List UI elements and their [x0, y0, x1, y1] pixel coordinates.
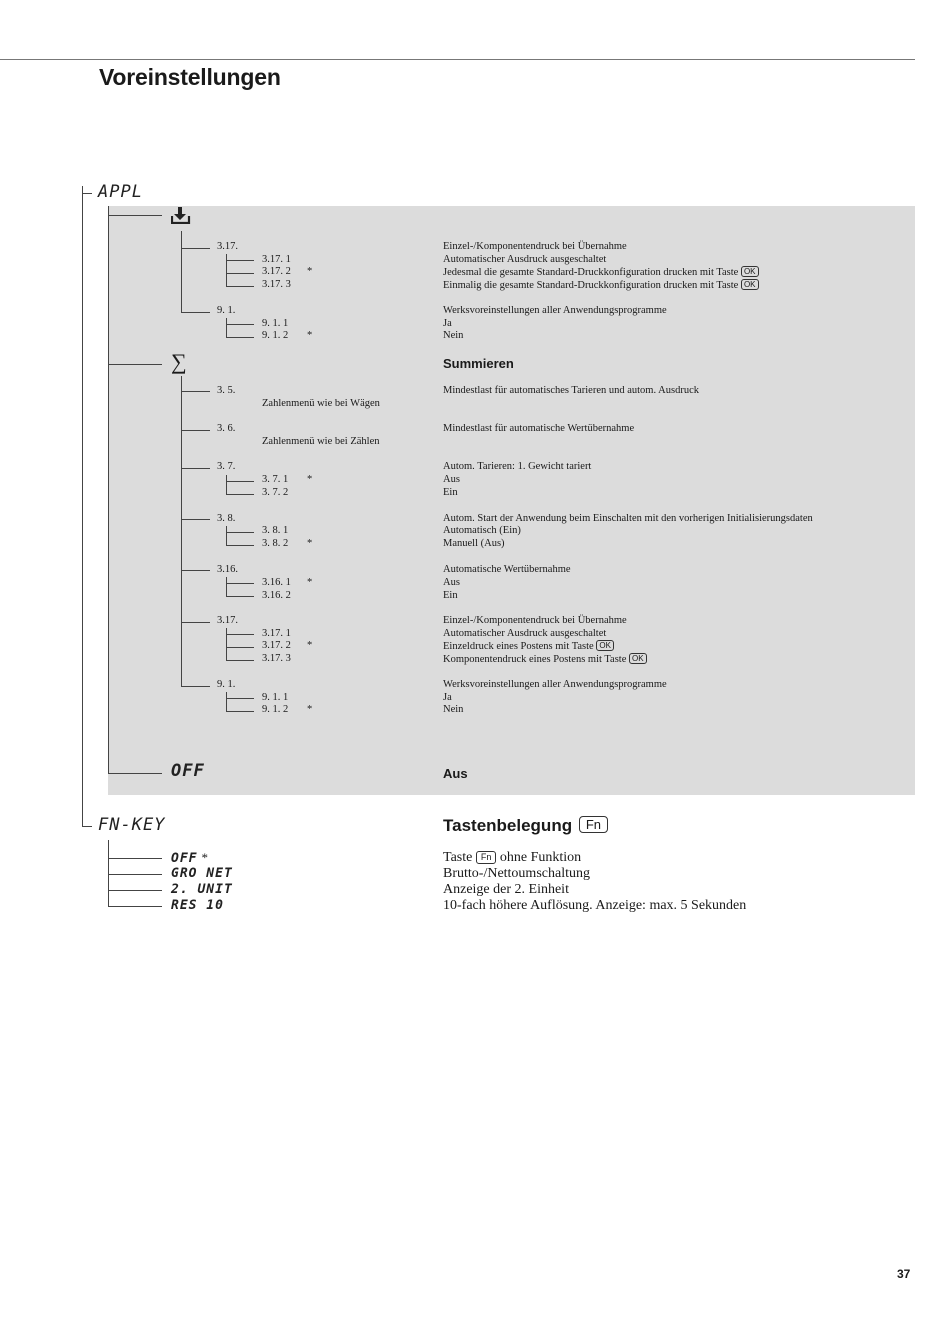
menu-code: 3. 6.	[217, 423, 236, 434]
menu-desc: Automatisch (Ein)	[443, 525, 521, 536]
default-marker: *	[307, 577, 313, 588]
menu-desc: Nein	[443, 704, 464, 715]
default-marker: *	[307, 330, 313, 341]
menu-code: 9. 1. 1	[262, 692, 289, 703]
menu-desc: Manuell (Aus)	[443, 538, 505, 549]
menu-desc: Jedesmal die gesamte Standard-Druckkonfiguration drucken mit Taste OK	[443, 266, 759, 278]
menu-code: Zahlenmenü wie bei Wägen	[262, 398, 380, 409]
fn-option-desc: Taste Fn ohne Funktion	[443, 850, 582, 865]
root-tree-line	[82, 186, 83, 826]
menu-desc: Mindestlast für automatische Wertübernahme	[443, 423, 635, 434]
menu-desc: Mindestlast für automatisches Tarieren und autom. Ausdruck	[443, 385, 699, 396]
fn-option-label: RES 10	[171, 898, 224, 913]
menu-desc: Komponentendruck eines Postens mit Taste OK	[443, 653, 647, 665]
default-marker: *	[307, 704, 313, 715]
default-marker: *	[307, 474, 313, 485]
menu-code: 3.16. 2	[262, 590, 291, 601]
menu-desc: Autom. Start der Anwendung beim Einschalten mit den vorherigen Initialisierungsdaten	[443, 513, 813, 524]
menu-code: 9. 1. 2	[262, 704, 289, 715]
menu-code: 3. 8. 1	[262, 525, 289, 536]
off-menu-label: OFF	[171, 761, 205, 781]
menu-code: 3. 8. 2	[262, 538, 289, 549]
fn-option-desc: Brutto-/Nettoumschaltung	[443, 866, 590, 881]
ok-key-icon: OK	[741, 266, 759, 277]
menu-desc: Ja	[443, 692, 452, 703]
menu-code: 3.17. 3	[262, 279, 291, 290]
menu-code: 9. 1.	[217, 679, 236, 690]
menu-code: 3. 8.	[217, 513, 236, 524]
menu-code: 3.17.	[217, 241, 238, 252]
off-desc: Aus	[443, 766, 468, 781]
page-title: Voreinstellungen	[99, 64, 281, 90]
menu-desc: Automatischer Ausdruck ausgeschaltet	[443, 628, 607, 639]
tastenbelegung-heading: Tastenbelegung Fn	[443, 816, 608, 836]
default-marker: *	[307, 538, 313, 549]
fn-option-desc: Anzeige der 2. Einheit	[443, 882, 569, 897]
menu-desc: Automatische Wertübernahme	[443, 564, 571, 575]
fn-option-label: OFF *	[171, 850, 209, 866]
menu-code: 3. 7. 2	[262, 487, 289, 498]
menu-desc: Einzel-/Komponentendruck bei Übernahme	[443, 615, 627, 626]
menu-desc: Ein	[443, 487, 458, 498]
fn-option-label: 2. UNIT	[171, 882, 233, 897]
download-arrow-icon	[171, 206, 191, 224]
menu-code: 3.17.	[217, 615, 238, 626]
sigma-icon: ∑	[171, 349, 187, 374]
menu-code: 3. 5.	[217, 385, 236, 396]
page-number: 37	[897, 1267, 911, 1281]
menu-desc: Aus	[443, 474, 460, 485]
menu-code: 3.16. 1	[262, 577, 291, 588]
menu-code: 3.17. 2	[262, 640, 291, 651]
appl-tree-line	[108, 206, 109, 773]
menu-code: 9. 1. 2	[262, 330, 289, 341]
menu-code: 3.17. 1	[262, 628, 291, 639]
menu-desc: Ja	[443, 318, 452, 329]
summieren-heading: Summieren	[443, 356, 514, 371]
default-marker: *	[307, 266, 313, 277]
fnkey-tree-line	[108, 840, 109, 906]
menu-code: 9. 1.	[217, 305, 236, 316]
menu-code: 3.16.	[217, 564, 238, 575]
top-rule	[0, 59, 915, 60]
menu-code: 3.17. 1	[262, 254, 291, 265]
fn-option-label: GRO NET	[171, 866, 233, 881]
fn-key-icon: Fn	[579, 816, 608, 833]
menu-code: 9. 1. 1	[262, 318, 289, 329]
menu-code: 3.17. 3	[262, 653, 291, 664]
menu-desc: Nein	[443, 330, 464, 341]
menu-desc: Werksvoreinstellungen aller Anwendungsprogramme	[443, 679, 667, 690]
menu-desc: Ein	[443, 590, 458, 601]
menu-desc: Werksvoreinstellungen aller Anwendungsprogramme	[443, 305, 667, 316]
menu-desc: Automatischer Ausdruck ausgeschaltet	[443, 254, 607, 265]
menu-desc: Einmalig die gesamte Standard-Druckkonfiguration drucken mit Taste OK	[443, 279, 759, 291]
fn-key-icon: Fn	[476, 851, 497, 864]
menu-desc: Aus	[443, 577, 460, 588]
menu-desc: Einzeldruck eines Postens mit Taste OK	[443, 640, 614, 652]
ok-key-icon: OK	[741, 279, 759, 290]
appl-section-background	[108, 206, 915, 795]
ok-key-icon: OK	[629, 653, 647, 664]
menu-code: 3.17. 2	[262, 266, 291, 277]
fnkey-menu-label: FN-KEY	[98, 815, 166, 835]
menu-desc: Autom. Tarieren: 1. Gewicht tariert	[443, 461, 592, 472]
ok-key-icon: OK	[596, 640, 614, 651]
menu-code: 3. 7.	[217, 461, 236, 472]
fn-option-desc: 10-fach höhere Auflösung. Anzeige: max. 5 Sekunden	[443, 898, 747, 913]
menu-code: Zahlenmenü wie bei Zählen	[262, 436, 380, 447]
default-marker: *	[307, 640, 313, 651]
menu-code: 3. 7. 1	[262, 474, 289, 485]
menu-desc: Einzel-/Komponentendruck bei Übernahme	[443, 241, 627, 252]
appl-menu-label: APPL	[98, 182, 143, 202]
